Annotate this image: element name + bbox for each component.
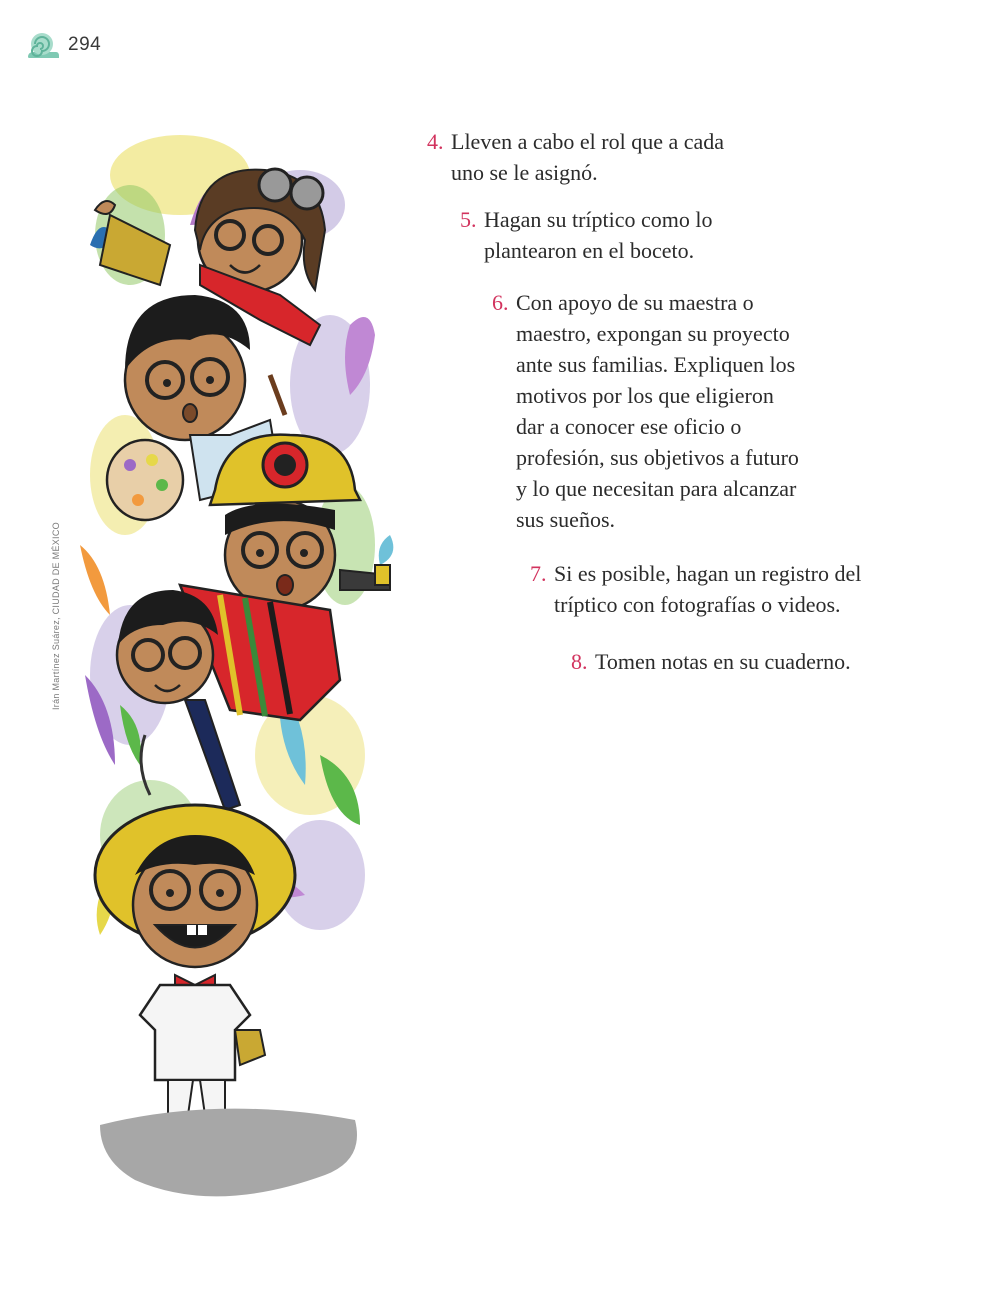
ground-shadow bbox=[100, 1109, 357, 1197]
snail-icon bbox=[26, 30, 60, 60]
sombrero-child bbox=[95, 805, 295, 1140]
step-number: 7. bbox=[530, 561, 547, 586]
page-header bbox=[26, 30, 101, 60]
step-number: 4. bbox=[427, 129, 444, 154]
step-4 bbox=[427, 126, 724, 188]
step-7 bbox=[530, 558, 861, 620]
step-6 bbox=[492, 287, 799, 535]
step-number: 6. bbox=[492, 290, 509, 315]
step-text: Si es posible, hagan un registro del tríptico con fotografías o videos. bbox=[554, 561, 862, 617]
step-text: Con apoyo de su maestra o maestro, expongan su proyecto ante sus familias. Expliquen los motivos por los que eligieron dar a conocer ese oficio o profesión, sus objetivos a futuro y lo que necesitan para alcanzar sus sueños. bbox=[516, 290, 799, 532]
page-number: 294 bbox=[68, 34, 102, 55]
children-tower-illustration bbox=[70, 115, 400, 1235]
step-text: Hagan su tríptico como lo plantearon en el boceto. bbox=[484, 207, 713, 263]
step-text: Tomen notas en su cuaderno. bbox=[595, 649, 851, 674]
step-number: 5. bbox=[460, 207, 477, 232]
step-number: 8. bbox=[571, 649, 588, 674]
step-8 bbox=[571, 646, 851, 677]
step-text: Lleven a cabo el rol que a cada uno se le asignó. bbox=[451, 129, 725, 185]
step-5 bbox=[460, 204, 713, 266]
illustration-credit: Irán Martínez Suárez, CIUDAD DE MÉXICO bbox=[51, 522, 61, 710]
